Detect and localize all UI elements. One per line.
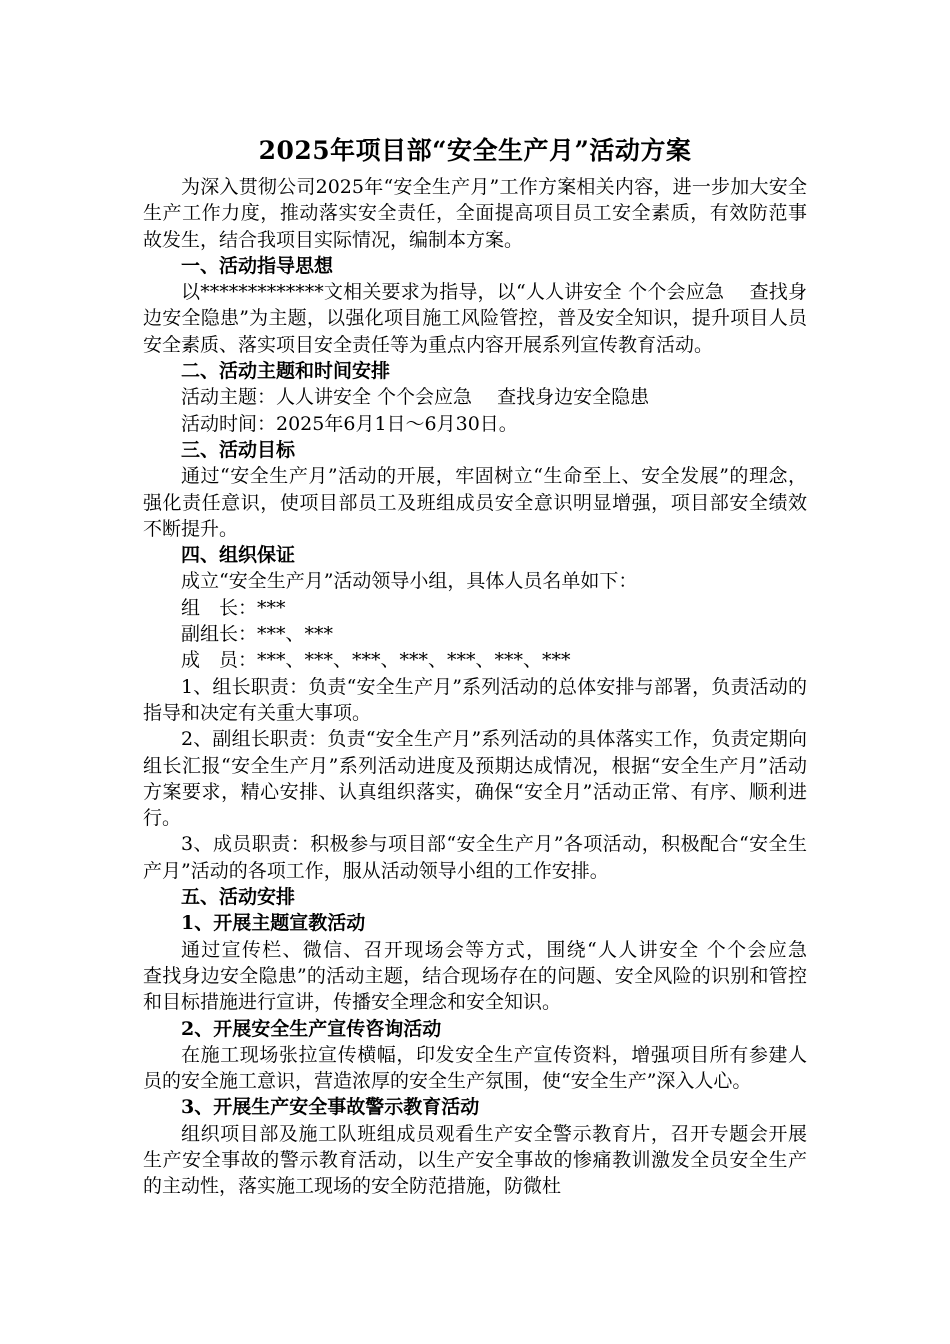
subheading-warning-education: 3、开展生产安全事故警示教育活动 bbox=[181, 1096, 480, 1119]
section-heading-goals: 三、活动目标 bbox=[181, 438, 296, 461]
group-leader-line: 组 长：*** bbox=[181, 596, 286, 619]
document-title: 2025年项目部“安全生产月”活动方案 bbox=[258, 136, 692, 165]
document-page bbox=[143, 130, 833, 1200]
deputy-leader-line: 副组长：***、*** bbox=[181, 623, 334, 646]
intro-paragraph: 为深入贯彻公司2025年“安全生产月”工作方案相关内容，进一步加大安全生产工作力度，推动落实安全责任，全面提高项目员工安全素质，有效防范事故发生，结合我项目实际情况，编制本方案。 bbox=[143, 176, 807, 251]
activity-time-line: 活动时间：2025年6月1日～6月30日。 bbox=[181, 412, 518, 435]
deputy-duty-paragraph: 2、副组长职责：负责“安全生产月”系列活动的具体落实工作，负责定期向组长汇报“安全生产月”系列活动进度及预期达成情况，根据“安全生产月”活动方案要求，精心安排、认真组织落实，确保“安全月”活动正常、有序、顺利进行。 bbox=[143, 728, 807, 830]
member-duty-paragraph: 3、成员职责：积极参与项目部“安全生产月”各项活动，积极配合“安全生产月”活动的各项工作，服从活动领导小组的工作安排。 bbox=[143, 833, 807, 882]
members-line: 成 员：***、***、***、***、***、***、*** bbox=[181, 649, 571, 672]
guiding-ideology-paragraph: 以*************文相关要求为指导，以“人人讲安全 个个会应急 查找身边安全隐患”为主题，以强化项目施工风险管控，普及安全知识，提升项目人员安全素质、落实项目安全责任等为重点内容开展系列宣传教育活动。 bbox=[143, 281, 807, 356]
activity-theme-line: 活动主题：人人讲安全 个个会应急 查找身边安全隐患 bbox=[181, 386, 650, 409]
section-heading-organization: 四、组织保证 bbox=[181, 544, 296, 567]
subheading-consultation: 2、开展安全生产宣传咨询活动 bbox=[181, 1017, 442, 1040]
goals-paragraph: 通过“安全生产月”活动的开展，牢固树立“生命至上、安全发展”的理念，强化责任意识，使项目部员工及班组成员安全意识明显增强，项目部安全绩效不断提升。 bbox=[143, 465, 807, 540]
section-heading-arrangements: 五、活动安排 bbox=[181, 886, 296, 909]
warning-education-paragraph: 组织项目部及施工队班组成员观看生产安全警示教育片，召开专题会开展生产安全事故的警示教育活动，以生产安全事故的惨痛教训激发全员安全生产的主动性，落实施工现场的安全防范措施，防微杜 bbox=[143, 1122, 807, 1198]
organization-intro: 成立“安全生产月”活动领导小组，具体人员名单如下： bbox=[181, 570, 638, 593]
consultation-paragraph: 在施工现场张拉宣传横幅，印发安全生产宣传资料，增强项目所有参建人员的安全施工意识，营造浓厚的安全生产氛围，使“安全生产”深入人心。 bbox=[143, 1043, 807, 1093]
section-heading-guiding-ideology: 一、活动指导思想 bbox=[181, 254, 334, 277]
section-heading-theme-schedule: 二、活动主题和时间安排 bbox=[181, 360, 391, 383]
subheading-theme-education: 1、开展主题宣教活动 bbox=[181, 912, 366, 935]
theme-education-paragraph: 通过宣传栏、微信、召开现场会等方式，围绕“人人讲安全 个个会应急 查找身边安全隐患”的活动主题，结合现场存在的问题、安全风险的识别和管控和目标措施进行宣讲，传播安全理念和安全知识。 bbox=[143, 938, 833, 1014]
leader-duty-paragraph: 1、组长职责：负责“安全生产月”系列活动的总体安排与部署，负责活动的指导和决定有关重大事项。 bbox=[143, 675, 807, 724]
